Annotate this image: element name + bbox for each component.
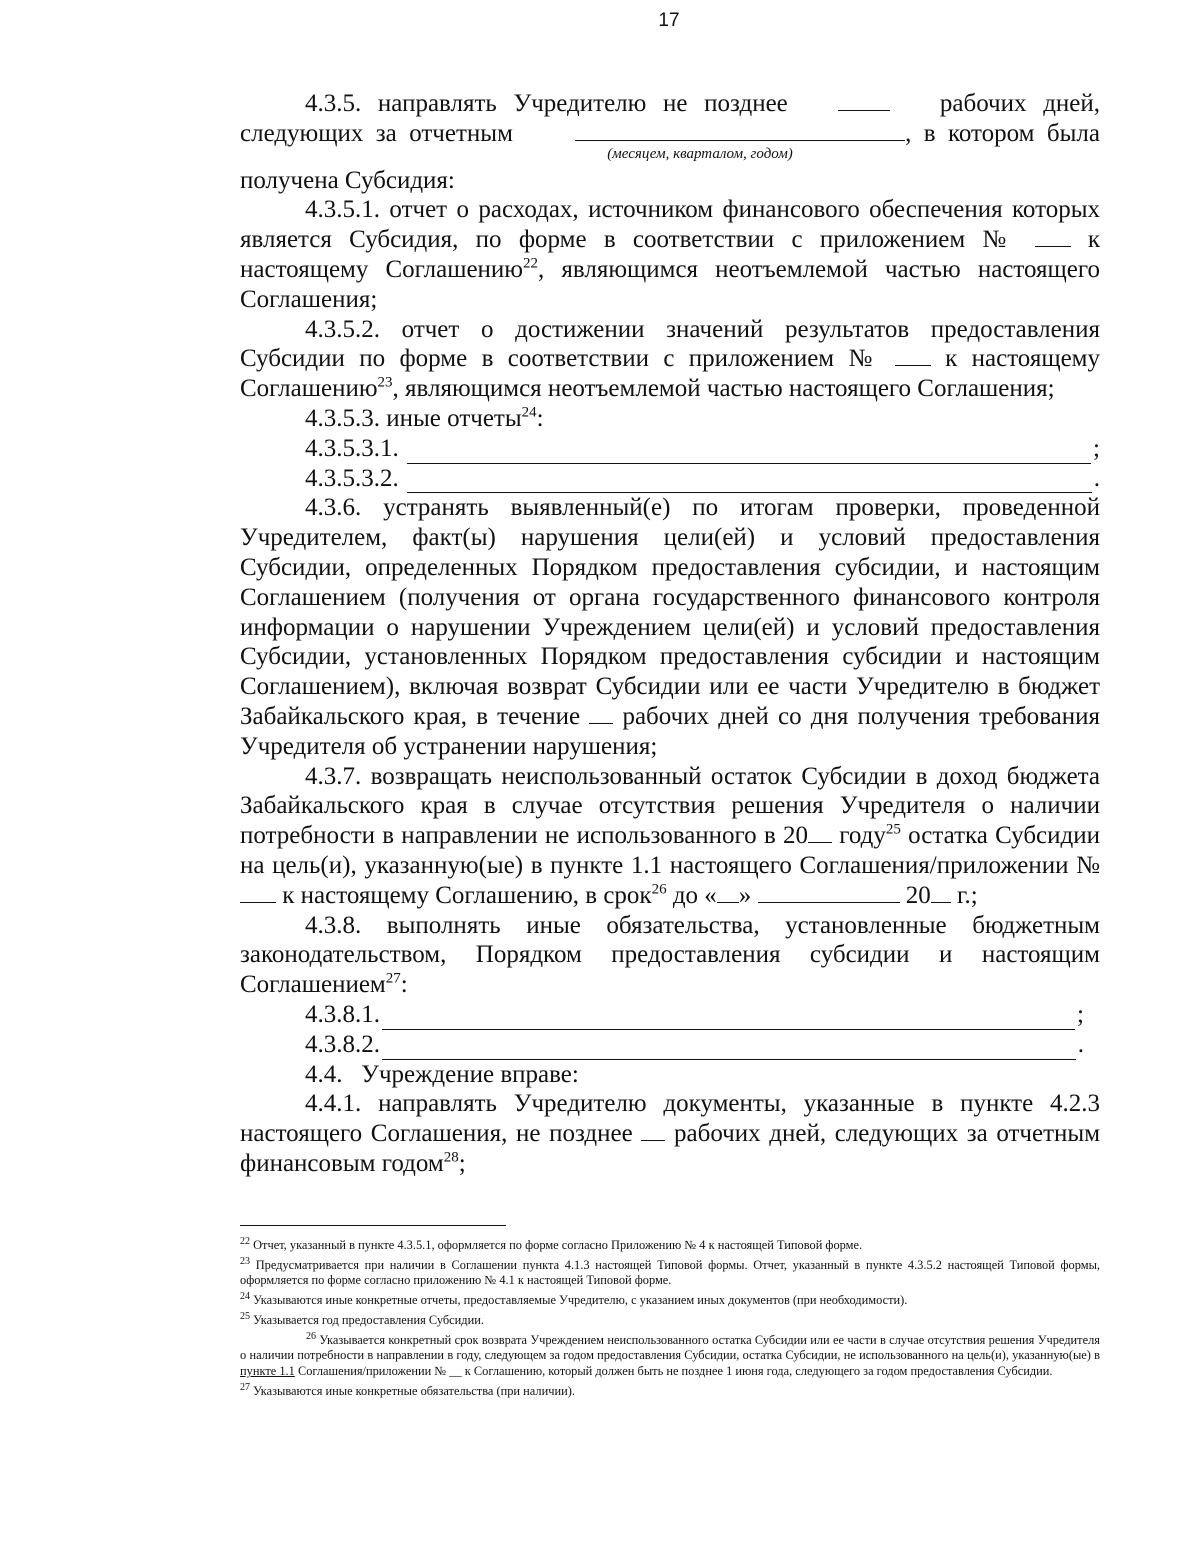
blank-days [589, 703, 613, 724]
clause-text: 4.3.6. устранять выявленный(е) по итогам проверки, проведенной Учредителем, факт(ы) нарушения цели(ей) и условий предоставления Субсидии, определенных Порядком предоставления субсидии, и настоящим Соглашением (получения от органа государственного финансового контроля информации о нарушении Учреждением цели(ей) и условий предоставления Субсидии, установленных Порядком предоставления субсидии и настоящим Соглашением), включая возврат Субсидии или ее части Учредителю в бюджет Забайкальского края, в течение [240, 494, 1100, 730]
blank-days [641, 1120, 665, 1141]
clause-4-3-6 [240, 493, 1100, 761]
footnote-text: Соглашения/приложении № __ к Соглашению, который должен быть не позднее 1 июня года, следующего за годом предоставления Субсидии. [297, 1363, 1053, 1378]
blank-line [382, 1007, 1075, 1030]
clause-text: 4.3.5.2. отчет о достижении значений результатов предоставления Субсидии по форме в соответствии с приложением № [240, 315, 1100, 373]
footnote-22 [240, 1235, 1100, 1254]
footnote-25 [240, 1310, 1100, 1329]
footnote-link[interactable]: пункте 1.1 [240, 1363, 295, 1378]
item-number: 4.3.5.3.1. [305, 434, 399, 462]
clause-text: : [400, 971, 408, 999]
clause-text: году [839, 822, 886, 850]
item-number: 4.3.5.3.2. [305, 464, 399, 492]
item-end: ; [1077, 1000, 1084, 1028]
item-number: 4.3.8.1. [305, 1000, 380, 1028]
footnote-ref: 26 [651, 881, 667, 898]
footnote-number: 23 [240, 1255, 250, 1267]
page-number: 17 [658, 10, 680, 31]
item-end: ; [1093, 434, 1100, 462]
item-number: 4.3.8.2. [305, 1030, 380, 1058]
blank-appendix-number [240, 882, 276, 903]
blank-line [407, 441, 1091, 464]
section-4-4-title: 4.4. Учреждение вправе: [305, 1060, 579, 1088]
clause-4-4-1 [240, 1089, 1100, 1178]
footnote-ref: 25 [885, 821, 901, 838]
blank-line [382, 1037, 1076, 1060]
footnote-26 [240, 1330, 1100, 1380]
blank-day [717, 882, 739, 903]
clause-text: , в котором была [905, 119, 1100, 147]
clause-text: 4.3.7. возвращать неиспользованный остаток Субсидии в доход бюджета Забайкальского края в случае отсутствия решения Учредителя о наличии потребности в направлении не использованного в 20 [240, 762, 1100, 850]
footnote-ref: 22 [523, 255, 538, 272]
item-end: . [1077, 1030, 1084, 1058]
clause-4-3-5-line1 [240, 89, 1100, 119]
blank-month [758, 882, 900, 903]
blank-days [838, 90, 890, 111]
clause-text: 4.3.8. выполнять иные обязательства, установленные бюджетным законодательством, Порядком предоставления субсидии и настоящим Соглашением [240, 911, 1100, 999]
footnote-separator [240, 1225, 506, 1226]
clause-text: к настоящему Соглашению [240, 345, 1100, 403]
clause-text: , являющимся неотъемлемой частью настоящего Соглашения; [240, 255, 1101, 313]
clause-text: 4.3.5.3. иные отчеты [305, 404, 522, 432]
clause-text: рабочих дней, следующих за отчетным финансовым годом [240, 1120, 1101, 1177]
clause-text: 4.3.5.1. отчет о расходах, источником финансового обеспечения которых является Субсидия, по форме в соответствии с приложением № [240, 196, 1100, 254]
clause-text: рабочих дней, [939, 90, 1101, 117]
footnote-23 [240, 1255, 1100, 1289]
clause-text: : [536, 404, 544, 432]
footnote-text: Предусматривается при наличии в Соглашении пункта 4.1.3 настоящей Типовой формы. Отчет, указанный в пункте 4.3.5.2 настоящей Типовой формы, оформляется по форме согласно приложению № 4.1 к настоящей Типовой форме. [240, 1257, 1100, 1288]
clause-4-3-5-3-2 [240, 464, 1100, 494]
footnotes [240, 1235, 1100, 1403]
clause-4-3-8-2 [240, 1030, 1100, 1060]
footnote-number: 24 [240, 1290, 250, 1302]
blank-year [931, 882, 951, 903]
footnote-27 [240, 1381, 1100, 1400]
clause-text: следующих за отчетным [240, 119, 513, 147]
clause-text: г.; [957, 881, 978, 909]
footnote-text: Отчет, указанный в пункте 4.3.5.1, оформляется по форме согласно Приложению № 4 к настоящей Типовой форме. [253, 1238, 863, 1252]
clause-4-3-8-1 [240, 1000, 1100, 1030]
clause-text: 20 [905, 881, 931, 909]
item-end: . [1093, 464, 1100, 492]
footnote-text: Указываются иные конкретные обязательства (при наличии). [253, 1383, 575, 1398]
footnote-number: 27 [240, 1381, 250, 1393]
blank-line [407, 470, 1092, 493]
clause-text: к настоящему Соглашению [240, 226, 1101, 283]
clause-text: » [738, 881, 752, 909]
footnote-text: Указывается год предоставления Субсидии. [253, 1312, 484, 1327]
footnote-ref: 27 [385, 970, 401, 987]
clause-4-3-5-3 [240, 404, 1100, 434]
clause-text: , являющимся неотъемлемой частью настоящего Соглашения; [392, 375, 1055, 403]
period-note: (месяцем, кварталом, годом) [607, 145, 793, 162]
blank-period [575, 120, 905, 141]
clause-text: рабочих дней со дня получения требования Учредителя об устранении нарушения; [240, 702, 1101, 760]
clause-4-3-5-line2 [240, 119, 1100, 149]
footnote-ref: 24 [521, 404, 537, 421]
footnote-number: 22 [240, 1235, 250, 1247]
clause-4-3-5-1 [240, 195, 1100, 314]
clause-text: 4.4.1. направлять Учредителю документы, указанные в пункте 4.2.3 настоящего Соглашения, не позднее [240, 1090, 1100, 1148]
clause-text: до « [672, 881, 717, 909]
blank-appendix-number [895, 345, 931, 366]
footnote-24 [240, 1290, 1100, 1309]
clause-4-3-5-line3: получена Субсидия: [240, 166, 455, 194]
clause-text: 4.3.5. направлять Учредителю не позднее [305, 90, 788, 117]
clause-4-3-8 [240, 911, 1100, 1000]
clause-4-3-5-3-1 [240, 434, 1100, 464]
footnote-text: Указываются иные конкретные отчеты, предоставляемые Учредителю, с указанием иных документов (при необходимости). [253, 1293, 908, 1308]
clause-4-3-7 [240, 762, 1100, 911]
footnote-ref: 23 [377, 374, 393, 391]
clause-4-3-5-2 [240, 315, 1100, 404]
footnote-ref: 28 [443, 1149, 459, 1166]
clause-text: остатка Субсидии на цель(и), указанную(ые) в пункте 1.1 настоящего Соглашения/приложении № [240, 822, 1101, 879]
clause-text: к настоящему Соглашению, в срок [282, 881, 652, 909]
footnote-number: 26 [306, 1330, 316, 1342]
blank-year [808, 822, 832, 843]
document-body [240, 89, 1100, 1179]
footnote-text: Указывается конкретный срок возврата Учреждением неиспользованного остатка Субсидии или ее части в случае отсутствия решения Учредителя о наличии потребности в направлении в году, следующем за годом предоставления Субсидии, остатка Субсидии, не использованного на цель(и), указанную(ые) в [240, 1332, 1100, 1363]
blank-appendix-number [1035, 226, 1071, 247]
clause-text: ; [458, 1149, 466, 1177]
footnote-number: 25 [240, 1310, 250, 1322]
